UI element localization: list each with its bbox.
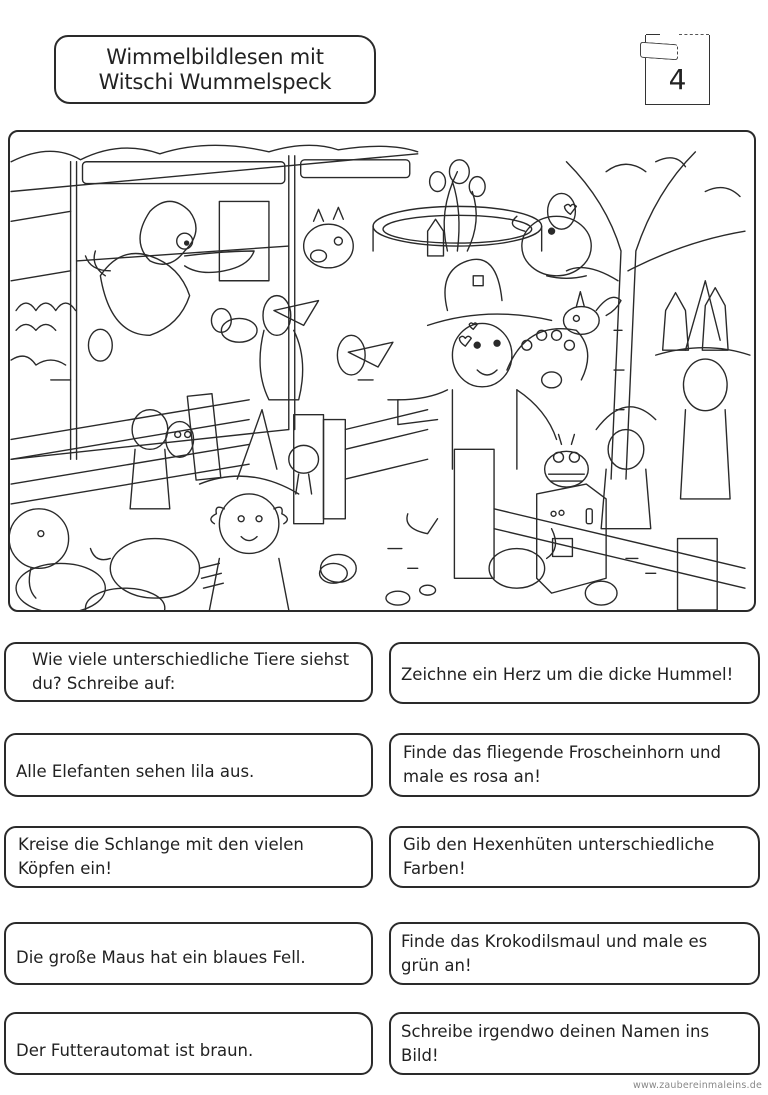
many-headed-snake-icon (430, 160, 486, 251)
task-box-elephants-purple (4, 733, 373, 797)
task-box-circle-snake (4, 826, 373, 888)
task-text-line2: du? Schreibe auf: (32, 674, 176, 693)
task-text-line1: Schreibe irgendwo deinen Namen ins (401, 1021, 710, 1041)
task-box-witch-hats-colors (389, 826, 760, 888)
task-text-line1: Finde das Krokodilsmaul und male es (401, 931, 708, 951)
frog-unicorn-icon (563, 292, 621, 335)
task-text-line2: Farben! (403, 859, 466, 878)
worksheet-title-box (54, 35, 376, 104)
card-edge-dashed (679, 34, 709, 35)
website-credit: www.zaubereinmaleins.de (632, 1080, 762, 1091)
task-text-line2: male es rosa an! (403, 767, 541, 786)
task-text-line2: Köpfen ein! (18, 859, 113, 878)
crocodile-dragon-icon (85, 201, 254, 335)
task-box-frog-unicorn-pink (389, 733, 760, 797)
task-text-line1: Die große Maus hat ein blaues Fell. (16, 947, 306, 967)
hidden-object-illustration (8, 130, 756, 612)
task-text-line1: Gib den Hexenhüten unterschiedliche (403, 835, 715, 854)
feed-dispenser-icon (537, 484, 606, 593)
wooden-fence-icon (11, 394, 745, 610)
task-text-line1: Alle Elefanten sehen lila aus. (16, 762, 255, 781)
task-box-mouse-blue (4, 922, 373, 985)
task-box-dispenser-brown (4, 1012, 373, 1075)
title-line-1: Wimmelbildlesen mit (106, 44, 324, 69)
peacock-icon (507, 329, 588, 388)
task-text-line2: grün an! (401, 955, 472, 975)
task-text-line1: Zeichne ein Herz um die dicke Hummel! (401, 665, 734, 684)
witch-with-patched-hat-icon (398, 259, 557, 533)
task-text-line2: Bild! (401, 1045, 439, 1065)
tape-icon (640, 42, 678, 61)
task-text-line1: Kreise die Schlange mit den vielen (18, 835, 304, 854)
task-box-write-name (389, 1012, 760, 1075)
page-number-card (645, 35, 710, 105)
card-edge (646, 34, 660, 35)
title-line-2: Witschi Wummelspeck (98, 69, 332, 94)
task-text-line1: Finde das fliegende Froscheinhorn und (403, 743, 721, 762)
task-box-count-animals (4, 642, 373, 702)
big-mouse-icon (512, 193, 591, 278)
curly-haired-witch-girl-icon (200, 410, 299, 610)
task-box-heart-bumblebee (389, 642, 760, 704)
horned-pig-icon (304, 207, 354, 267)
task-box-crocodile-green (389, 922, 760, 985)
bumblebee-icon (545, 434, 589, 487)
task-text-line1: Wie viele unterschiedliche Tiere siehst (32, 650, 350, 669)
witch-girl-right-icon (656, 281, 750, 499)
task-text-line1: Der Futterautomat ist braun. (16, 1040, 254, 1060)
tree-icon (566, 152, 745, 479)
page-number: 4 (668, 63, 687, 96)
